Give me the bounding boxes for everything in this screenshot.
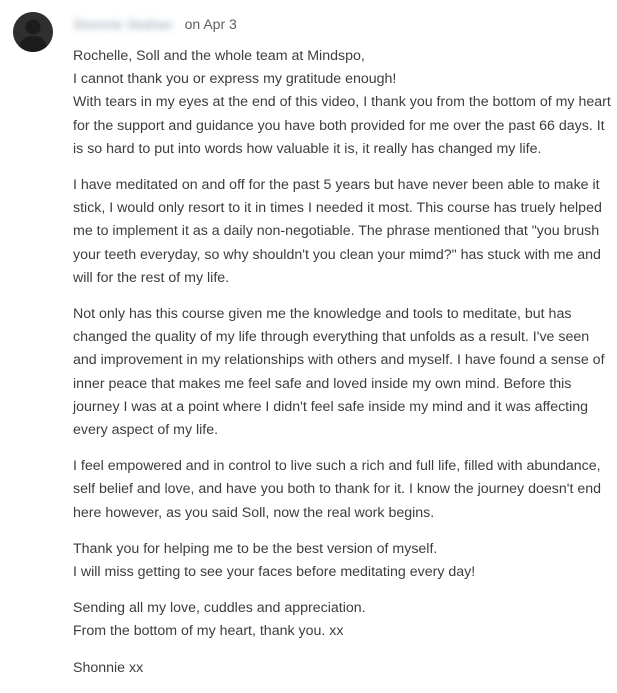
text-line: and improvement in my relationships with others and myself. I have found a sense of — [73, 352, 605, 369]
user-silhouette-icon — [13, 12, 53, 52]
text-line: Rochelle, Soll and the whole team at Mindspo, — [73, 48, 365, 64]
text-line: I cannot thank you or express my gratitude enough! — [73, 71, 397, 88]
text-line: From the bottom of my heart, thank you. xx — [73, 623, 344, 640]
paragraph-greeting — [73, 45, 611, 161]
text-line: journey I was at a point where I didn't feel safe inside my mind and it was affecting — [73, 398, 589, 415]
text-line: your teeth everyday, so why shouldn't you clean your mimd?" has stuck with me and — [73, 246, 601, 263]
paragraph-love — [73, 597, 608, 643]
text-line: is so hard to put into words how valuable it is, it really has changed my life. — [73, 140, 542, 157]
text-line: I will miss getting to see your faces before meditating every day! — [73, 564, 476, 581]
author-name[interactable]: Shonnie Skahan — [73, 16, 173, 32]
paragraph-meditation — [73, 174, 608, 290]
text-line: stick, I would only resort to it in times I needed it most. This course has truely helped — [73, 200, 602, 217]
text-line: every aspect of my life. — [73, 422, 219, 439]
text-line: will for the rest of my life. — [73, 269, 230, 286]
text-line: self belief and love, and have you both to thank for it. I know the journey doesn't end — [73, 481, 601, 498]
paragraph-quality — [73, 303, 608, 442]
avatar[interactable] — [13, 12, 53, 52]
text-line: I have meditated on and off for the past 5 years but have never been able to make it — [73, 177, 600, 194]
text-line: me to implement it as a daily non-negotiable. The phrase mentioned that "you brush — [73, 223, 600, 240]
comment-date: on Apr 3 — [184, 16, 237, 32]
text-line: Not only has this course given me the knowledge and tools to meditate, but has — [73, 306, 572, 323]
comment-body — [73, 45, 611, 693]
text-line: With tears in my eyes at the end of this video, I thank you from the bottom of my heart — [73, 94, 611, 111]
paragraph-thanks — [73, 538, 608, 584]
text-line: Shonnie xx — [73, 659, 144, 676]
text-line: I feel empowered and in control to live such a rich and full life, filled with abundance, — [73, 458, 601, 475]
paragraph-empowered — [73, 455, 608, 525]
text-line: inner peace that makes me feel safe and loved inside my own mind. Before this — [73, 375, 572, 392]
text-line: changed the quality of my life through everything that unfolds as a result. I've seen — [73, 329, 590, 346]
signature — [73, 657, 608, 680]
text-line: Thank you for helping me to be the best version of myself. — [73, 540, 438, 557]
text-line: for the support and guidance you have both provided for me over the past 66 days. It — [73, 117, 605, 134]
text-line: Sending all my love, cuddles and appreciation. — [73, 600, 366, 617]
comment-header — [73, 14, 237, 34]
text-line: here however, as you said Soll, now the real work begins. — [73, 504, 435, 521]
